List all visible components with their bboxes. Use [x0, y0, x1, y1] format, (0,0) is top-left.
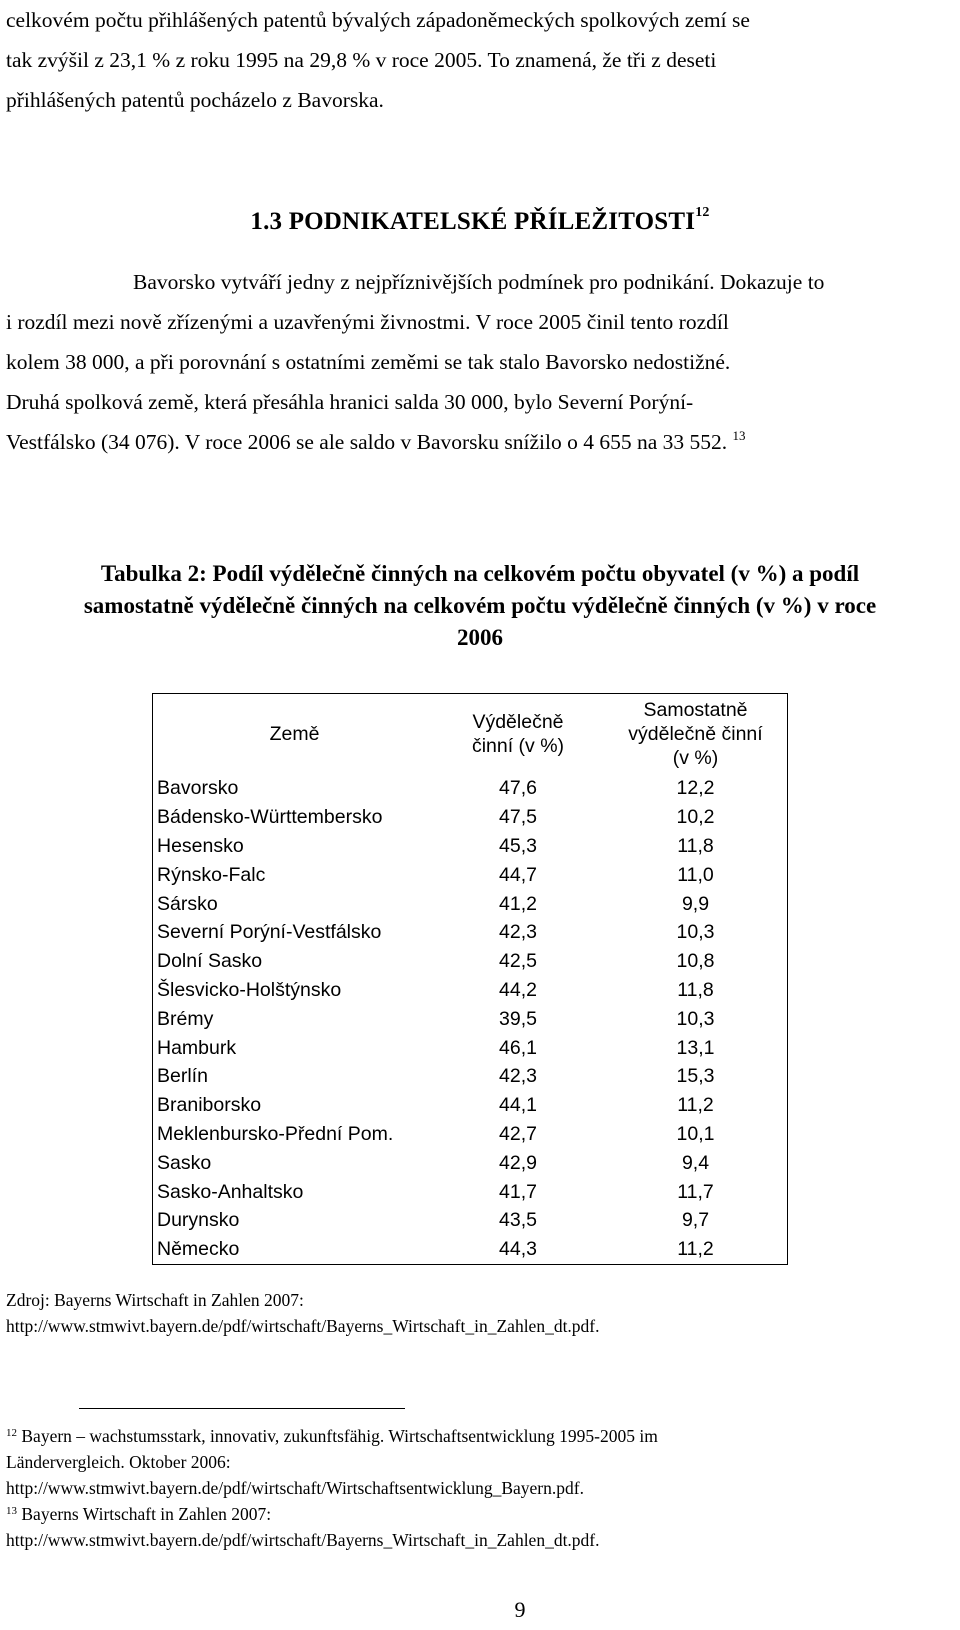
page-number: 9 [514, 1597, 526, 1622]
cell-employed: 39,5 [499, 1007, 537, 1030]
business-line: Druhá spolková země, která přesáhla hranici salda 30 000, bylo Severní Porýní- [6, 390, 694, 414]
source-text: Zdroj: Bayerns Wirtschaft in Zahlen 2007: [6, 1290, 304, 1310]
footnote-number: 13 [6, 1505, 17, 1517]
table-row [153, 1206, 788, 1235]
header-country: Země [269, 723, 320, 745]
cell-self-employed: 11,8 [677, 834, 714, 857]
footnote-text: Bayerns Wirtschaft in Zahlen 2007: [21, 1504, 272, 1524]
cell-country: Severní Porýní-Vestfálsko [157, 921, 382, 944]
cell-country: Šlesvicko-Holštýnsko [157, 978, 342, 1001]
business-line: Vestfálsko (34 076). V roce 2006 se ale saldo v Bavorsku snížilo o 4 655 na 33 552. [6, 430, 728, 454]
table-row [153, 947, 788, 976]
table-row [153, 774, 788, 803]
cell-country: Hamburk [157, 1036, 237, 1059]
cell-country: Bavorsko [157, 777, 239, 800]
table-caption [10, 558, 950, 654]
cell-self-employed: 10,2 [676, 806, 715, 829]
source-url[interactable]: http://www.stmwivt.bayern.de/pdf/wirtschaft/Bayerns_Wirtschaft_in_Zahlen_dt.pdf. [6, 1316, 600, 1336]
cell-self-employed: 11,7 [677, 1180, 714, 1203]
intro-line: tak zvýšil z 23,1 % z roku 1995 na 29,8 % v roce 2005. To znamená, že tři z deseti [6, 48, 717, 72]
section-heading [0, 204, 960, 236]
cell-self-employed: 9,9 [681, 892, 710, 915]
cell-employed: 46,1 [499, 1036, 537, 1059]
table-row [153, 1235, 788, 1264]
header-self-employed [604, 694, 788, 775]
header-employed-line: Výdělečně [472, 711, 564, 733]
cell-employed: 42,7 [499, 1122, 537, 1145]
cell-country: Sasko-Anhaltsko [157, 1180, 304, 1203]
cell-employed: 44,2 [499, 978, 537, 1001]
footnote-url[interactable]: http://www.stmwivt.bayern.de/pdf/wirtschaft/Bayerns_Wirtschaft_in_Zahlen_dt.pdf. [6, 1530, 600, 1550]
header-self-line: výdělečně činní [628, 723, 763, 745]
cell-self-employed: 10,3 [676, 1007, 715, 1030]
cell-employed: 42,5 [499, 950, 537, 973]
cell-country: Sársko [157, 892, 218, 915]
cell-self-employed: 10,3 [676, 921, 715, 944]
header-employed-line: činní (v %) [471, 735, 565, 757]
cell-employed: 47,6 [499, 777, 537, 800]
footnote-12 [6, 1423, 951, 1449]
business-line: i rozdíl mezi nově zřízenými a uzavřenými živnostmi. V roce 2005 činil tento rozdíl [6, 310, 729, 334]
table-row [153, 889, 788, 918]
cell-employed: 45,3 [499, 834, 537, 857]
table-row [153, 976, 788, 1005]
footnote-ref-12[interactable]: 12 [695, 204, 710, 220]
cell-country: Meklenbursko-Přední Pom. [157, 1122, 394, 1145]
business-paragraph [6, 262, 959, 462]
business-last-line [6, 422, 959, 462]
intro-paragraph [6, 0, 959, 120]
footnote-13 [6, 1501, 951, 1527]
cell-self-employed: 12,2 [676, 777, 715, 800]
cell-country: Brémy [157, 1007, 214, 1030]
caption-line: 2006 [457, 625, 503, 650]
cell-employed: 44,3 [499, 1238, 537, 1261]
intro-line: celkovém počtu přihlášených patentů bývalých západoněmeckých spolkových zemí se [6, 8, 750, 32]
cell-employed: 47,5 [499, 806, 537, 829]
footnote-number: 12 [6, 1427, 17, 1439]
intro-line: přihlášených patentů pocházelo z Bavorska. [6, 88, 384, 112]
cell-country: Berlín [157, 1065, 208, 1088]
employment-table [152, 693, 788, 1265]
cell-self-employed: 10,8 [676, 950, 715, 973]
cell-self-employed: 15,3 [676, 1065, 715, 1088]
caption-line: samostatně výdělečně činných na celkovém počtu výdělečně činných (v %) v roce [83, 593, 877, 618]
table-source [6, 1287, 946, 1339]
cell-self-employed: 10,1 [676, 1122, 715, 1145]
table-row [153, 803, 788, 832]
cell-self-employed: 11,0 [677, 863, 714, 886]
cell-employed: 41,2 [499, 892, 537, 915]
cell-employed: 42,3 [499, 1065, 537, 1088]
table-row [153, 1091, 788, 1120]
cell-country: Durynsko [157, 1209, 240, 1232]
cell-employed: 43,5 [499, 1209, 537, 1232]
cell-employed: 42,9 [499, 1151, 537, 1174]
cell-employed: 44,1 [499, 1094, 537, 1117]
table-row [153, 1177, 788, 1206]
business-line: kolem 38 000, a při porovnání s ostatními zeměmi se tak stalo Bavorsko nedostižné. [6, 350, 731, 374]
table-row [153, 1033, 788, 1062]
table-row [153, 918, 788, 947]
cell-self-employed: 11,2 [677, 1094, 714, 1117]
header-employed [432, 694, 604, 775]
footnote-text: Bayern – wachstumsstark, innovativ, zukunftsfähig. Wirtschaftsentwicklung 1995-2005 im [21, 1426, 658, 1446]
cell-self-employed: 11,8 [677, 978, 714, 1001]
cell-country: Rýnsko-Falc [157, 863, 266, 886]
table-row [153, 860, 788, 889]
footnote-separator [79, 1408, 405, 1409]
cell-self-employed: 11,2 [677, 1238, 714, 1261]
header-self-line: (v %) [672, 747, 719, 769]
footnote-text: Ländervergleich. Oktober 2006: [6, 1452, 231, 1472]
cell-self-employed: 9,7 [681, 1209, 710, 1232]
cell-country: Dolní Sasko [157, 950, 263, 973]
cell-country: Sasko [157, 1151, 212, 1174]
table-row [153, 1004, 788, 1033]
business-line: Bavorsko vytváří jedny z nejpříznivějších podmínek pro podnikání. Dokazuje to [133, 270, 825, 294]
table-header-row [153, 694, 788, 775]
caption-line: Tabulka 2: Podíl výdělečně činných na celkovém počtu obyvatel (v %) a podíl [100, 561, 860, 586]
cell-self-employed: 9,4 [681, 1151, 710, 1174]
cell-employed: 44,7 [499, 863, 537, 886]
table-row [153, 832, 788, 861]
cell-country: Bádensko-Württembersko [157, 806, 383, 829]
cell-country: Hesensko [157, 834, 244, 857]
cell-country: Německo [157, 1238, 240, 1261]
footnote-ref-13[interactable]: 13 [732, 428, 746, 443]
cell-employed: 42,3 [499, 921, 537, 944]
cell-employed: 41,7 [499, 1180, 537, 1203]
header-self-line: Samostatně [643, 699, 748, 721]
cell-country: Braniborsko [157, 1094, 262, 1117]
cell-self-employed: 13,1 [676, 1036, 715, 1059]
table-row [153, 1148, 788, 1177]
section-title: 1.3 PODNIKATELSKÉ PŘÍLEŽITOSTI [250, 208, 696, 235]
table-row [153, 1120, 788, 1149]
table-row [153, 1062, 788, 1091]
footnotes [6, 1423, 951, 1553]
footnote-url[interactable]: http://www.stmwivt.bayern.de/pdf/wirtschaft/Wirtschaftsentwicklung_Bayern.pdf. [6, 1478, 584, 1498]
